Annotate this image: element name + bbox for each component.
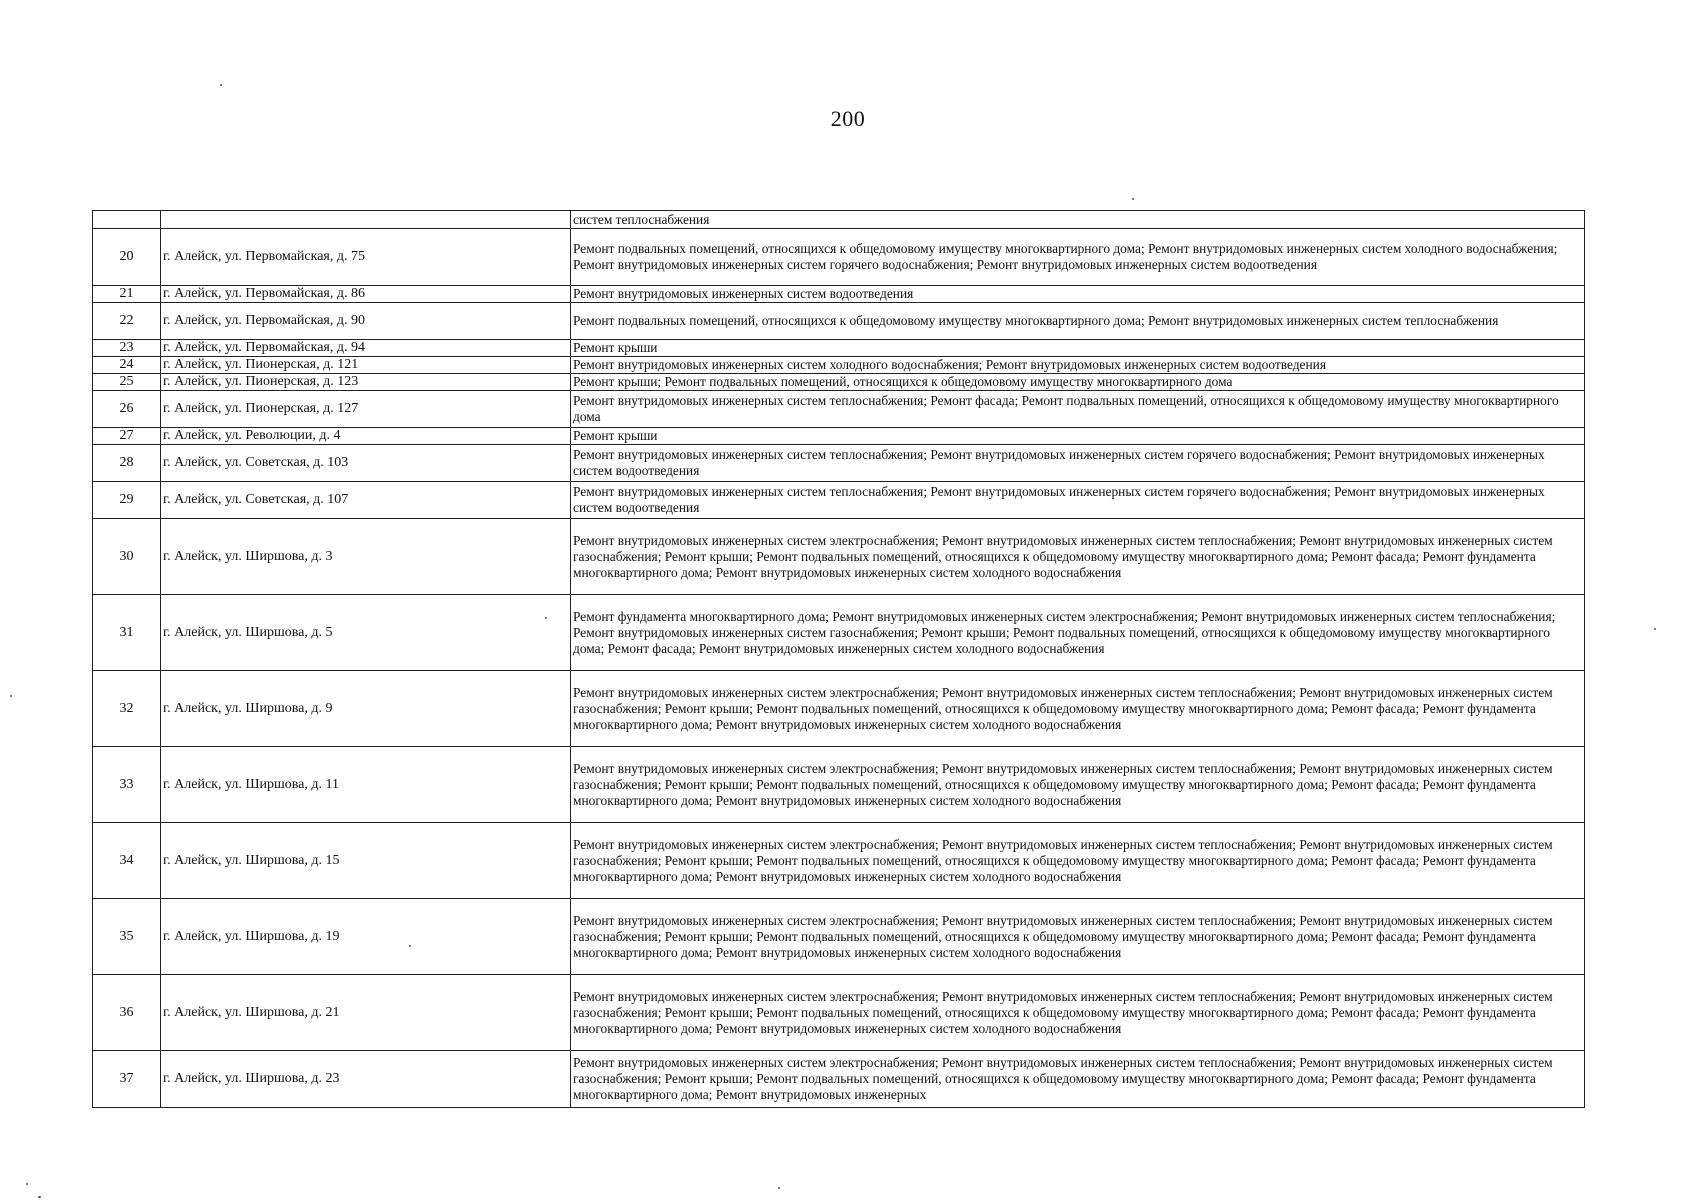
row-number: 37 [93,1051,161,1108]
row-works: Ремонт крыши [571,428,1585,445]
row-works: Ремонт подвальных помещений, относящихся к общедомовому имуществу многоквартирного дома; Ремонт внутридомовых инженерных систем холодного водоснабжения; Ремонт внутридомовых инженерных систем горячего водоснабжения; Ремонт внутридомовых инженерных систем водоотведения [571,229,1585,286]
scan-speck [1132,198,1134,200]
row-number: 25 [93,374,161,391]
row-works: систем теплоснабжения [571,211,1585,229]
row-number: 27 [93,428,161,445]
row-number: 23 [93,340,161,357]
row-works: Ремонт фундамента многоквартирного дома; Ремонт внутридомовых инженерных систем электроснабжения; Ремонт внутридомовых инженерных систем теплоснабжения; Ремонт внутридомовых инженерных систем газоснабжения; Ремонт крыши; Ремонт подвальных помещений, относящихся к общедомовому имуществу многоквартирного дома; Ремонт фасада; Ремонт внутридомовых инженерных систем холодного водоснабжения [571,595,1585,671]
table-row [93,899,1585,975]
row-address: г. Алейск, ул. Ширшова, д. 19 [161,899,571,975]
row-address: г. Алейск, ул. Советская, д. 103 [161,445,571,482]
row-address: г. Алейск, ул. Первомайская, д. 86 [161,286,571,303]
row-works: Ремонт подвальных помещений, относящихся к общедомовому имуществу многоквартирного дома; Ремонт внутридомовых инженерных систем теплоснабжения [571,303,1585,340]
row-address: г. Алейск, ул. Ширшова, д. 9 [161,671,571,747]
repair-works-table [92,210,1585,1108]
row-works: Ремонт внутридомовых инженерных систем электроснабжения; Ремонт внутридомовых инженерных систем теплоснабжения; Ремонт внутридомовых инженерных систем газоснабжения; Ремонт крыши; Ремонт подвальных помещений, относящихся к общедомовому имуществу многоквартирного дома; Ремонт фасада; Ремонт фундамента многоквартирного дома; Ремонт внутридомовых инженерных систем холодного водоснабжения [571,823,1585,899]
row-works: Ремонт внутридомовых инженерных систем холодного водоснабжения; Ремонт внутридомовых инженерных систем водоотведения [571,357,1585,374]
table-row [93,428,1585,445]
scan-speck [26,1183,28,1185]
scan-speck [38,1196,41,1198]
row-works: Ремонт внутридомовых инженерных систем электроснабжения; Ремонт внутридомовых инженерных систем теплоснабжения; Ремонт внутридомовых инженерных систем газоснабжения; Ремонт крыши; Ремонт подвальных помещений, относящихся к общедомовому имуществу многоквартирного дома; Ремонт фасада; Ремонт фундамента многоквартирного дома; Ремонт внутридомовых инженерных [571,1051,1585,1108]
row-works: Ремонт внутридомовых инженерных систем водоотведения [571,286,1585,303]
table-row [93,445,1585,482]
row-address: г. Алейск, ул. Первомайская, д. 90 [161,303,571,340]
row-address: г. Алейск, ул. Советская, д. 107 [161,482,571,519]
row-address [161,211,571,229]
table-row [93,303,1585,340]
table-row [93,286,1585,303]
table-row-continuation [93,211,1585,229]
row-number: 31 [93,595,161,671]
table-row [93,374,1585,391]
row-number: 29 [93,482,161,519]
row-address: г. Алейск, ул. Первомайская, д. 94 [161,340,571,357]
table-row [93,391,1585,428]
row-works: Ремонт внутридомовых инженерных систем электроснабжения; Ремонт внутридомовых инженерных систем теплоснабжения; Ремонт внутридомовых инженерных систем газоснабжения; Ремонт крыши; Ремонт подвальных помещений, относящихся к общедомовому имуществу многоквартирного дома; Ремонт фасада; Ремонт фундамента многоквартирного дома; Ремонт внутридомовых инженерных систем холодного водоснабжения [571,747,1585,823]
table-row [93,482,1585,519]
row-works: Ремонт крыши; Ремонт подвальных помещений, относящихся к общедомовому имуществу многоквартирного дома [571,374,1585,391]
table-row [93,823,1585,899]
table-row [93,229,1585,286]
row-address: г. Алейск, ул. Ширшова, д. 21 [161,975,571,1051]
table-row [93,1051,1585,1108]
row-address: г. Алейск, ул. Пионерская, д. 121 [161,357,571,374]
row-number: 20 [93,229,161,286]
row-works: Ремонт внутридомовых инженерных систем электроснабжения; Ремонт внутридомовых инженерных систем теплоснабжения; Ремонт внутридомовых инженерных систем газоснабжения; Ремонт крыши; Ремонт подвальных помещений, относящихся к общедомовому имуществу многоквартирного дома; Ремонт фасада; Ремонт фундамента многоквартирного дома; Ремонт внутридомовых инженерных систем холодного водоснабжения [571,671,1585,747]
scan-speck [778,1187,780,1189]
row-number: 30 [93,519,161,595]
row-number: 32 [93,671,161,747]
row-works: Ремонт внутридомовых инженерных систем электроснабжения; Ремонт внутридомовых инженерных систем теплоснабжения; Ремонт внутридомовых инженерных систем газоснабжения; Ремонт крыши; Ремонт подвальных помещений, относящихся к общедомовому имуществу многоквартирного дома; Ремонт фасада; Ремонт фундамента многоквартирного дома; Ремонт внутридомовых инженерных систем холодного водоснабжения [571,899,1585,975]
row-number: 34 [93,823,161,899]
row-number: 24 [93,357,161,374]
row-address: г. Алейск, ул. Ширшова, д. 5 [161,595,571,671]
table-row [93,975,1585,1051]
row-number: 36 [93,975,161,1051]
page-number: 200 [830,106,866,131]
row-address: г. Алейск, ул. Ширшова, д. 3 [161,519,571,595]
row-number: 22 [93,303,161,340]
row-address: г. Алейск, ул. Первомайская, д. 75 [161,229,571,286]
row-number: 21 [93,286,161,303]
table-row [93,340,1585,357]
scan-speck [10,695,12,697]
row-number [93,211,161,229]
row-address: г. Алейск, ул. Пионерская, д. 123 [161,374,571,391]
table-body [93,211,1585,1108]
row-works: Ремонт внутридомовых инженерных систем теплоснабжения; Ремонт внутридомовых инженерных систем горячего водоснабжения; Ремонт внутридомовых инженерных систем водоотведения [571,445,1585,482]
row-address: г. Алейск, ул. Пионерская, д. 127 [161,391,571,428]
row-address: г. Алейск, ул. Революции, д. 4 [161,428,571,445]
row-address: г. Алейск, ул. Ширшова, д. 23 [161,1051,571,1108]
scan-speck [1654,628,1656,630]
row-number: 26 [93,391,161,428]
scan-speck [220,84,222,86]
row-number: 35 [93,899,161,975]
row-works: Ремонт внутридомовых инженерных систем электроснабжения; Ремонт внутридомовых инженерных систем теплоснабжения; Ремонт внутридомовых инженерных систем газоснабжения; Ремонт крыши; Ремонт подвальных помещений, относящихся к общедомовому имуществу многоквартирного дома; Ремонт фасада; Ремонт фундамента многоквартирного дома; Ремонт внутридомовых инженерных систем холодного водоснабжения [571,975,1585,1051]
row-address: г. Алейск, ул. Ширшова, д. 15 [161,823,571,899]
table-row [93,357,1585,374]
row-number: 28 [93,445,161,482]
row-works: Ремонт внутридомовых инженерных систем теплоснабжения; Ремонт внутридомовых инженерных систем горячего водоснабжения; Ремонт внутридомовых инженерных систем водоотведения [571,482,1585,519]
row-number: 33 [93,747,161,823]
table-row [93,747,1585,823]
row-works: Ремонт внутридомовых инженерных систем электроснабжения; Ремонт внутридомовых инженерных систем теплоснабжения; Ремонт внутридомовых инженерных систем газоснабжения; Ремонт крыши; Ремонт подвальных помещений, относящихся к общедомовому имуществу многоквартирного дома; Ремонт фасада; Ремонт фундамента многоквартирного дома; Ремонт внутридомовых инженерных систем холодного водоснабжения [571,519,1585,595]
row-works: Ремонт внутридомовых инженерных систем теплоснабжения; Ремонт фасада; Ремонт подвальных помещений, относящихся к общедомовому имуществу многоквартирного дома [571,391,1585,428]
table-row [93,671,1585,747]
row-works: Ремонт крыши [571,340,1585,357]
table-row [93,519,1585,595]
table-row [93,595,1585,671]
row-address: г. Алейск, ул. Ширшова, д. 11 [161,747,571,823]
